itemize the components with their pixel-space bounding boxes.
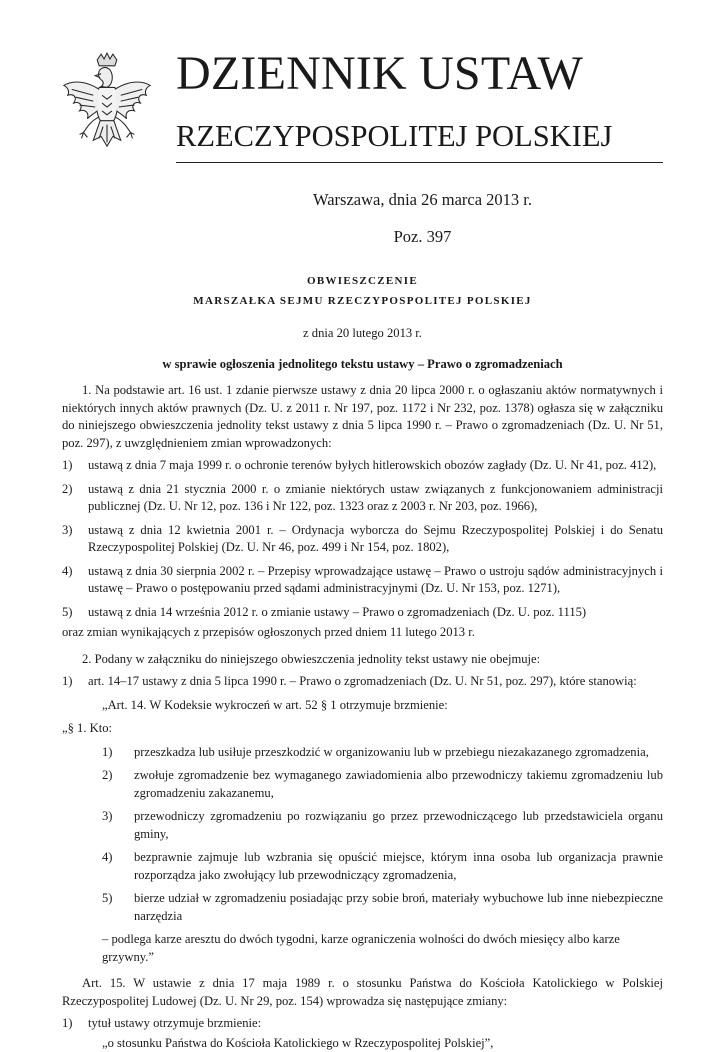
list-text: ustawą z dnia 21 stycznia 2000 r. o zmianie niektórych ustaw związanych z funkcjonowaniem administracji publicznej (Dz. U. Nr 12, poz. 136 i Nr 122, poz. 1323 oraz z 2003 r. Nr 203, poz. 1966), — [88, 482, 663, 514]
list-text: ustawą z dnia 12 kwietnia 2001 r. – Ordynacja wyborcza do Sejmu Rzeczypospolitej Polskiej i do Senatu Rzeczypospolitej Polskiej (Dz. U. Nr 46, poz. 499 i Nr 154, poz. 1802), — [88, 523, 663, 555]
act-type: OBWIESZCZENIE — [62, 273, 663, 289]
list-text: art. 14–17 ustawy z dnia 5 lipca 1990 r. – Prawo o zgromadzeniach (Dz. U. Nr 51, poz. 297), które stanowią: — [88, 674, 637, 688]
act-issuer: MARSZAŁKA SEJMU RZECZYPOSPOLITEJ POLSKIEJ — [62, 293, 663, 309]
list-text: ustawą z dnia 7 maja 1999 r. o ochronie terenów byłych hitlerowskich obozów zagłady (Dz. U. Nr 41, poz. 412), — [88, 458, 656, 472]
list-text: bezprawnie zajmuje lub wzbrania się opuścić miejsce, którym inna osoba lub organizacja prawnie rozporządza jako zwołujący lub przewodniczący zgromadzenia, — [134, 850, 663, 882]
list-number: 5) — [62, 604, 73, 622]
after-list-text: oraz zmian wynikających z przepisów ogłoszonych przed dniem 11 lutego 2013 r. — [62, 624, 663, 642]
document-body — [62, 190, 663, 1052]
list-item — [62, 481, 663, 516]
journal-subtitle: RZECZYPOSPOLITEJ POLSKIEJ — [176, 121, 612, 152]
amendments-list — [62, 457, 663, 621]
polish-eagle-emblem-icon — [58, 52, 156, 162]
list-number: 1) — [62, 1015, 73, 1033]
new-title-quote: „o stosunku Państwa do Kościoła Katolickiego w Rzeczypospolitej Polskiej”, — [102, 1035, 663, 1052]
list-text: ustawą z dnia 30 sierpnia 2002 r. – Przepisy wprowadzające ustawę – Prawo o ustroju sądów administracyjnych i ustawę – Prawo o postępowaniu przed sądami administracyjnymi (Dz. U. Nr 153, poz. 1271), — [88, 564, 663, 596]
art14-intro: „Art. 14. W Kodeksie wykroczeń w art. 52 § 1 otrzymuje brzmienie: — [102, 697, 663, 715]
list-number: 5) — [102, 890, 113, 908]
list-number: 2) — [62, 481, 73, 499]
list-text: zwołuje zgromadzenie bez wymaganego zawiadomienia albo przewodniczy takiemu zgromadzeniu lub zgromadzeniu zakazanemu, — [134, 768, 663, 800]
list-number: 1) — [62, 457, 73, 475]
list-item — [62, 522, 663, 557]
list-number: 1) — [62, 673, 73, 691]
list-item — [62, 457, 663, 475]
list-number: 2) — [102, 767, 113, 785]
list-item — [62, 563, 663, 598]
act-subject: w sprawie ogłoszenia jednolitego tekstu ustawy – Prawo o zgromadzeniach — [62, 356, 663, 374]
offences-list — [102, 744, 663, 926]
list-item — [62, 673, 663, 691]
list-text: ustawą z dnia 14 września 2012 r. o zmianie ustawy – Prawo o zgromadzeniach (Dz. U. poz. 1115) — [88, 605, 586, 619]
list-number: 4) — [102, 849, 113, 867]
list-number: 3) — [102, 808, 113, 826]
list-item — [102, 767, 663, 802]
list-text: przewodniczy zgromadzeniu po rozwiązaniu go przez przewodniczącego lub przedstawiciela organu gminy, — [134, 809, 663, 841]
list-text: tytuł ustawy otrzymuje brzmienie: — [88, 1016, 261, 1030]
list-number: 1) — [102, 744, 113, 762]
paragraph-2: 2. Podany w załączniku do niniejszego obwieszczenia jednolity tekst ustawy nie obejmuje: — [62, 651, 663, 669]
position-number: Poz. 397 — [62, 227, 663, 247]
list-text: przeszkadza lub usiłuje przeszkodzić w organizowaniu lub w przebiegu niezakazanego zgromadzenia, — [134, 745, 649, 759]
act-date: z dnia 20 lutego 2013 r. — [62, 325, 663, 343]
list-item — [102, 890, 663, 925]
issue-date: Warszawa, dnia 26 marca 2013 r. — [62, 190, 663, 210]
list-number: 3) — [62, 522, 73, 540]
penalty-text: – podlega karze aresztu do dwóch tygodni, karze ograniczenia wolności do dwóch miesięcy albo karze grzywny.” — [102, 931, 663, 966]
list-item — [62, 604, 663, 622]
par1-intro: „§ 1. Kto: — [62, 720, 663, 738]
list-number: 4) — [62, 563, 73, 581]
list-item — [102, 808, 663, 843]
list-item — [102, 849, 663, 884]
list-item — [102, 744, 663, 762]
journal-title: DZIENNIK USTAW — [176, 50, 583, 98]
list-text: bierze udział w zgromadzeniu posiadając przy sobie broń, materiały wybuchowe lub inne niebezpieczne narzędzia — [134, 891, 663, 923]
article-15: Art. 15. W ustawie z dnia 17 maja 1989 r. o stosunku Państwa do Kościoła Katolickiego w Polskiej Rzeczypospolitej Ludowej (Dz. U. Nr 29, poz. 154) wprowadza się następujące zmiany: — [62, 975, 663, 1010]
masthead-divider — [176, 162, 663, 163]
exclusions-list — [62, 673, 663, 691]
masthead — [0, 0, 725, 170]
paragraph-1: 1. Na podstawie art. 16 ust. 1 zdanie pierwsze ustawy z dnia 20 lipca 2000 r. o ogłaszaniu aktów normatywnych i niektórych innych aktów prawnych (Dz. U. z 2011 r. Nr 197, poz. 1172 i Nr 232, poz. 1378) ogłasza się w załączniku do niniejszego obwieszczenia jednolity tekst ustawy z dnia 5 lipca 1990 r. – Prawo o zgromadzeniach (Dz. U. Nr 51, poz. 297), z uwzględnieniem zmian wprowadzonych: — [62, 382, 663, 452]
